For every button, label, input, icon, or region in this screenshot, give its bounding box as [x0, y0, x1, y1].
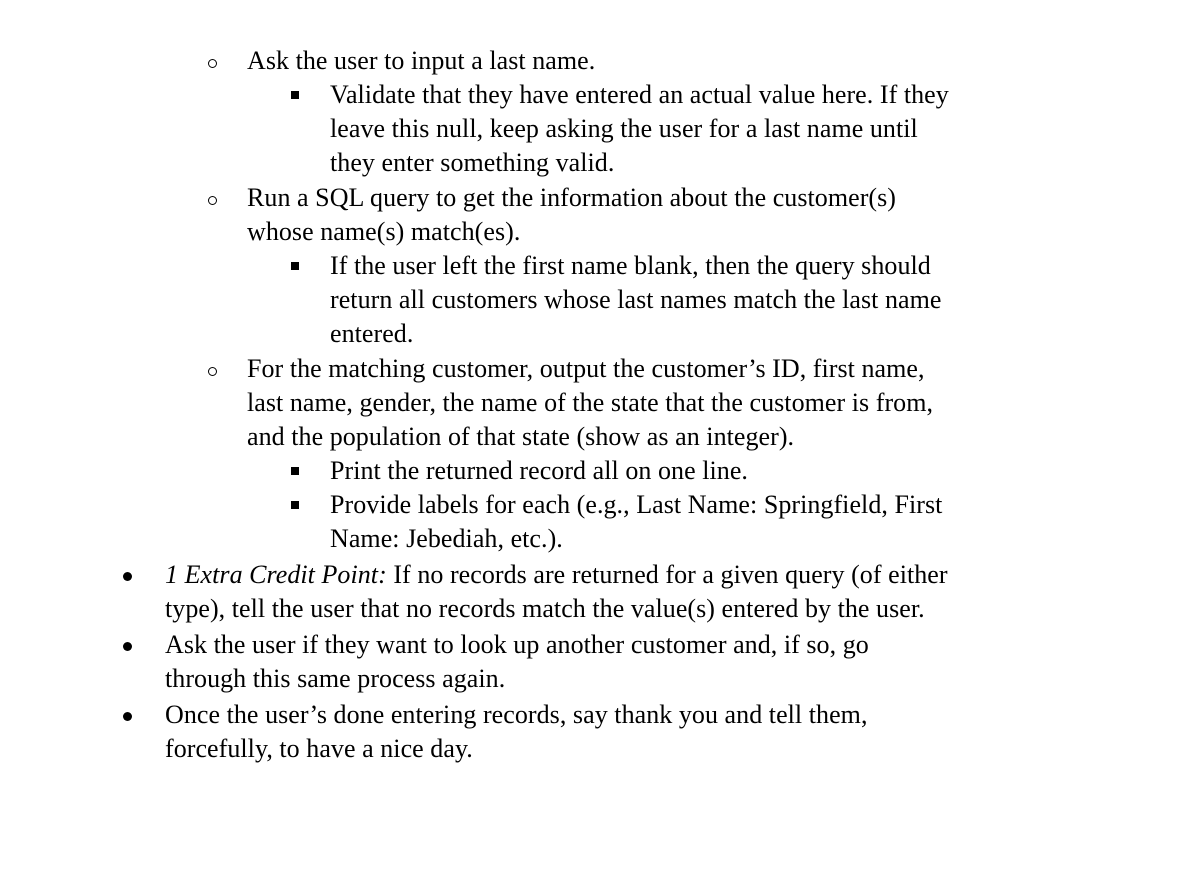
extra-credit-label: 1 Extra Credit Point: [165, 560, 387, 589]
square-bullet-icon [291, 467, 299, 475]
list-item-line: Run a SQL query to get the information about the customer(s) [247, 183, 897, 212]
disc-bullet-icon [123, 572, 132, 581]
disc-bullet-icon [123, 642, 132, 651]
list-item [330, 249, 1130, 352]
list-item-line: forcefully, to have a nice day. [165, 734, 473, 764]
list-item-line: through this same process again. [165, 664, 506, 694]
list-item-line: type), tell the user that no records match the value(s) entered by the user. [165, 594, 925, 624]
list-item-line: last name, gender, the name of the state that the customer is from, [247, 388, 934, 418]
list-item-line: Name: Jebediah, etc.). [330, 524, 563, 554]
list-item-line: Once the user’s done entering records, say thank you and tell them, [165, 700, 868, 729]
hollow-circle-bullet-icon [208, 196, 217, 205]
list-item [330, 488, 1130, 556]
square-bullet-icon [291, 262, 299, 270]
list-item [165, 628, 1125, 696]
list-item [247, 181, 1127, 249]
list-item [330, 78, 1130, 181]
hollow-circle-bullet-icon [208, 367, 217, 376]
list-item-text: If no records are returned for a given query (of either [386, 560, 948, 589]
list-item-line: For the matching customer, output the customer’s ID, first name, [247, 354, 925, 383]
list-item-line: they enter something valid. [330, 148, 615, 178]
list-item-line: If the user left the first name blank, then the query should [330, 251, 931, 280]
list-item-line: whose name(s) match(es). [247, 217, 521, 247]
list-item [165, 698, 1125, 766]
list-item-line: return all customers whose last names match the last name [330, 285, 942, 315]
list-item-line: Provide labels for each (e.g., Last Name: Springfield, First [330, 490, 943, 519]
list-item-line: entered. [330, 319, 414, 349]
hollow-circle-bullet-icon [208, 59, 217, 68]
list-item [247, 352, 1127, 455]
list-item-line: Validate that they have entered an actual value here. If they [330, 80, 949, 109]
list-item-line [165, 558, 1125, 592]
list-item-line: and the population of that state (show as an integer). [247, 422, 795, 452]
list-item [330, 454, 1130, 488]
list-item-line: Ask the user to input a last name. [247, 46, 596, 75]
list-item-line: leave this null, keep asking the user for a last name until [330, 114, 918, 144]
disc-bullet-icon [123, 712, 132, 721]
list-item-line: Print the returned record all on one line. [330, 456, 748, 485]
list-item-line: Ask the user if they want to look up another customer and, if so, go [165, 630, 869, 659]
square-bullet-icon [291, 501, 299, 509]
list-item [247, 44, 1127, 78]
list-item [165, 558, 1125, 626]
square-bullet-icon [291, 91, 299, 99]
